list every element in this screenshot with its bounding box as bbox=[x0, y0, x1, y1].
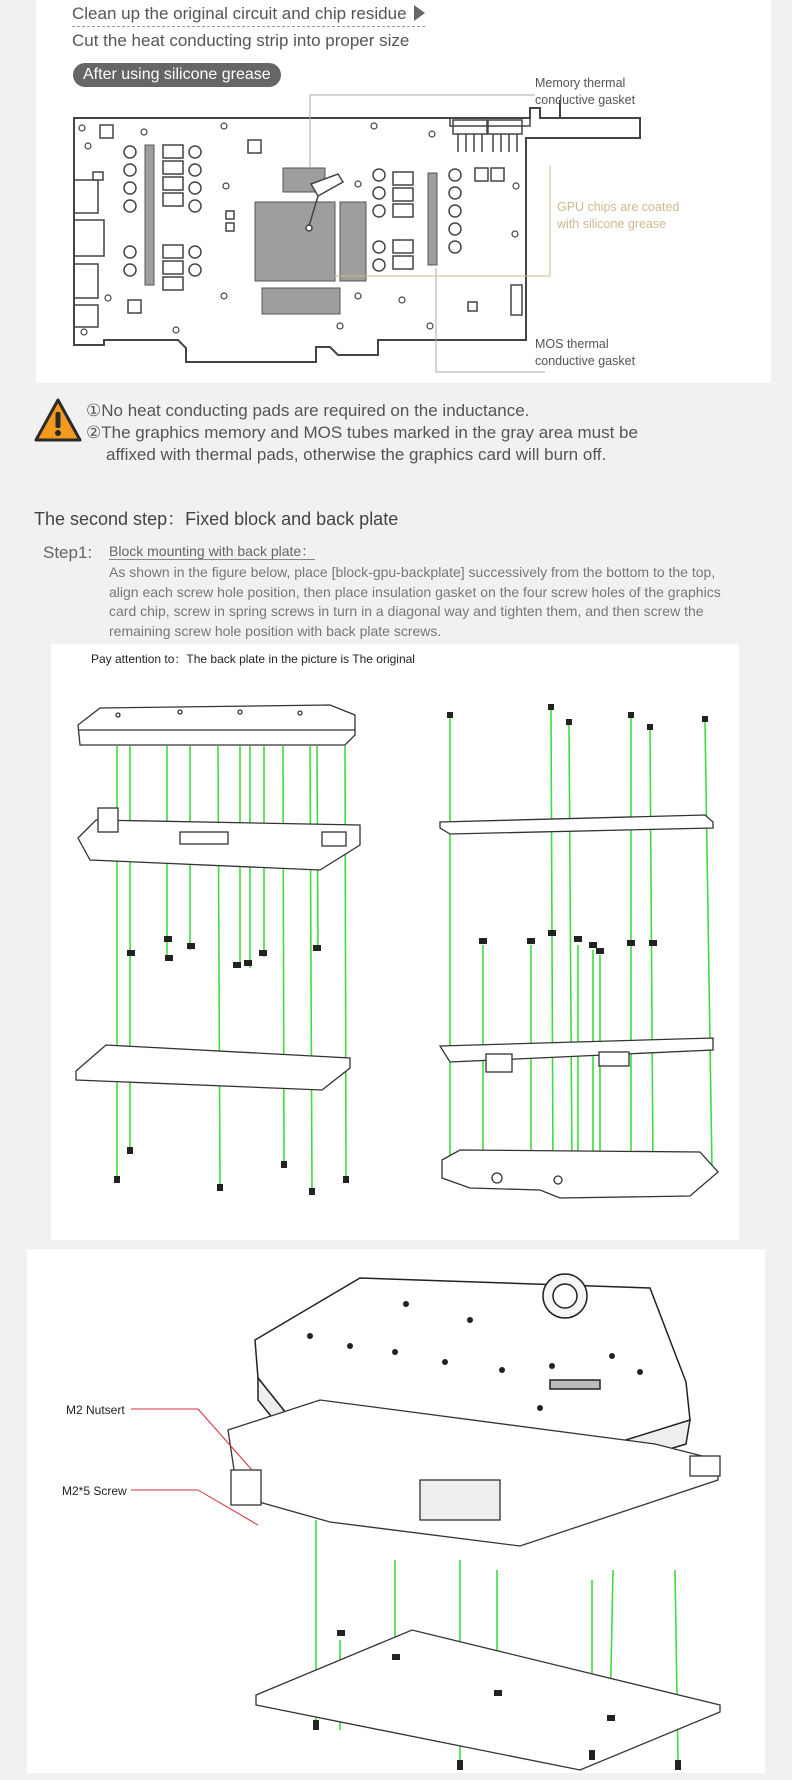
second-step-title: The second step：Fixed block and back plate bbox=[34, 509, 399, 529]
mos-callout-line1: MOS thermal bbox=[535, 337, 609, 351]
mos-gasket-callout bbox=[535, 336, 635, 370]
pcb-diagram bbox=[36, 0, 771, 383]
warning-line1: ①No heat conducting pads are required on the inductance. bbox=[86, 401, 530, 420]
nutsert-label: M2 Nutsert bbox=[66, 1403, 125, 1417]
warning-line3: affixed with thermal pads, otherwise the graphics card will burn off. bbox=[106, 445, 607, 464]
memory-callout-line1: Memory thermal bbox=[535, 76, 626, 90]
warning-text bbox=[86, 400, 638, 466]
grease-pill-badge: After using silicone grease bbox=[73, 63, 281, 87]
memory-gasket-callout bbox=[535, 75, 635, 109]
step1-title: Block mounting with back plate： bbox=[109, 543, 316, 559]
gpu-callout-line1: GPU chips are coated bbox=[557, 200, 680, 214]
isometric-diagram bbox=[27, 1249, 765, 1773]
attention-note: Pay attention to：The back plate in the picture is The original bbox=[91, 652, 415, 666]
gpu-grease-callout bbox=[557, 199, 679, 233]
memory-callout-line2: conductive gasket bbox=[535, 93, 636, 107]
exploded-diagram bbox=[51, 644, 739, 1240]
step1-body: As shown in the figure below, place [block-gpu-backplate] successively from the bottom to the top, align each screw hole position, then place insulation gasket on the four screw holes of the graphics card chip, screw in spring screws in turn in a diagonal way and tighten them, and then screw the remaining screw hole position with back plate screws. bbox=[109, 564, 721, 639]
step1-label: Step1: bbox=[43, 543, 93, 562]
warning-icon bbox=[34, 398, 82, 442]
step-clean-label: Clean up the original circuit and chip residue bbox=[72, 4, 407, 23]
warning-line2: ②The graphics memory and MOS tubes marked in the gray area must be bbox=[86, 423, 638, 442]
mos-callout-line2: conductive gasket bbox=[535, 354, 636, 368]
gpu-callout-line2: with silicone grease bbox=[557, 217, 667, 231]
screw-label: M2*5 Screw bbox=[62, 1484, 127, 1498]
step-cut-text: Cut the heat conducting strip into proper size bbox=[72, 31, 410, 50]
